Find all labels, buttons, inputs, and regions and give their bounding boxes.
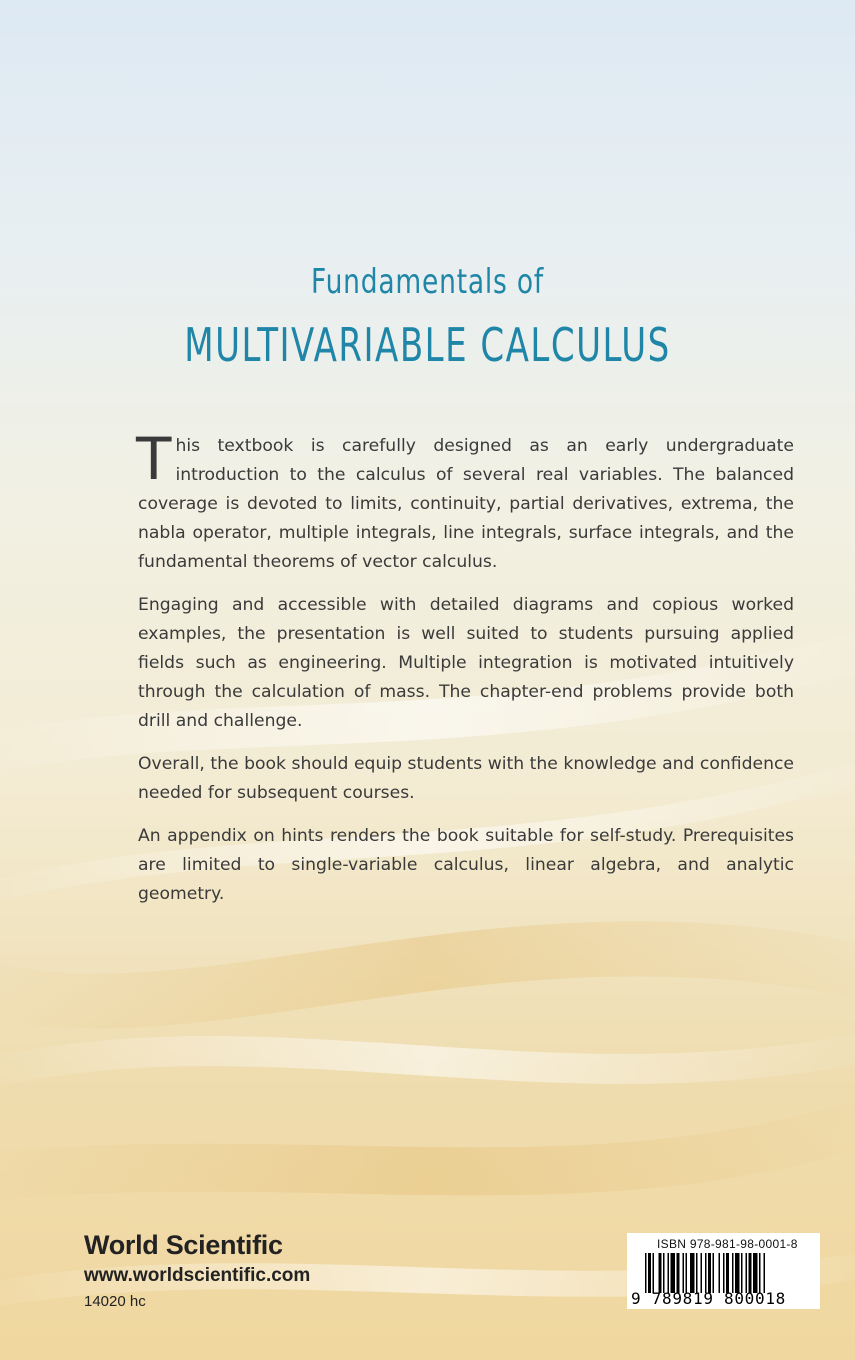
barcode-bar	[683, 1253, 685, 1293]
blurb-text	[136, 425, 794, 923]
barcode-bar	[659, 1253, 662, 1293]
barcode-bar	[645, 1253, 647, 1293]
barcode-bar	[696, 1253, 698, 1293]
barcode-digits: 9 789819 800018	[631, 1289, 786, 1308]
blurb-paragraph-3: Overall, the book should equip students with the knowledge and confidence needed for subsequent courses.	[138, 754, 794, 803]
isbn-barcode	[627, 1233, 820, 1309]
barcode-bar	[753, 1253, 758, 1293]
barcode-bar	[653, 1253, 655, 1293]
barcode-bar	[663, 1253, 665, 1293]
barcode-bar	[759, 1253, 761, 1293]
barcode-bar	[732, 1253, 734, 1293]
barcode-bar	[648, 1253, 651, 1293]
barcode-bar	[741, 1253, 743, 1293]
isbn-label: ISBN 978-981-98-0001-8	[657, 1237, 798, 1251]
barcode-bar	[690, 1253, 695, 1293]
barcode-bar	[713, 1253, 715, 1293]
barcode-bar	[686, 1253, 688, 1293]
barcode-bar	[764, 1253, 766, 1293]
publisher-block	[84, 1230, 310, 1310]
drop-cap: T	[136, 425, 172, 493]
barcode-bar	[749, 1253, 752, 1293]
blurb-paragraph-1-text: his textbook is carefully designed as an early undergraduate introduction to the calculus of several real variables. The balanced coverage is devoted to limits, continuity, partial derivatives, extrema, the nabla operator, multiple integrals, line integrals, surface integrals, and the fundamental theorems of vector calculus.	[138, 436, 794, 572]
blurb-paragraph-1	[136, 425, 794, 577]
barcode-bar	[708, 1253, 711, 1293]
barcode-bar	[671, 1253, 676, 1293]
publisher-name: World Scientific	[84, 1230, 283, 1260]
barcode-bar	[701, 1253, 703, 1293]
barcode-bar	[723, 1253, 725, 1293]
title-line-1: Fundamentals of	[310, 262, 545, 302]
publisher-url: www.worldscientific.com	[84, 1265, 311, 1286]
blurb-paragraph-4: An appendix on hints renders the book suitable for self-study. Prerequisites are limited to single-variable calculus, linear algebra, and analytic geometry.	[138, 826, 794, 904]
barcode-bar	[726, 1253, 729, 1293]
barcode-bars	[645, 1253, 810, 1293]
barcode-bar	[668, 1253, 670, 1293]
barcode-bar	[735, 1253, 740, 1293]
barcode-bar	[719, 1253, 721, 1293]
product-code: 14020 hc	[84, 1293, 146, 1310]
barcode-bar	[705, 1253, 707, 1293]
barcode-bar	[677, 1253, 680, 1293]
title-line-2: MULTIVARIABLE CALCULUS	[184, 318, 671, 372]
blurb-paragraph-2: Engaging and accessible with detailed diagrams and copious worked examples, the presentation is well suited to students pursuing applied fields such as engineering. Multiple integration is motivated intuitively through the calculation of mass. The chapter-end problems provide both drill and challenge.	[138, 595, 794, 731]
barcode-bar	[746, 1253, 748, 1293]
